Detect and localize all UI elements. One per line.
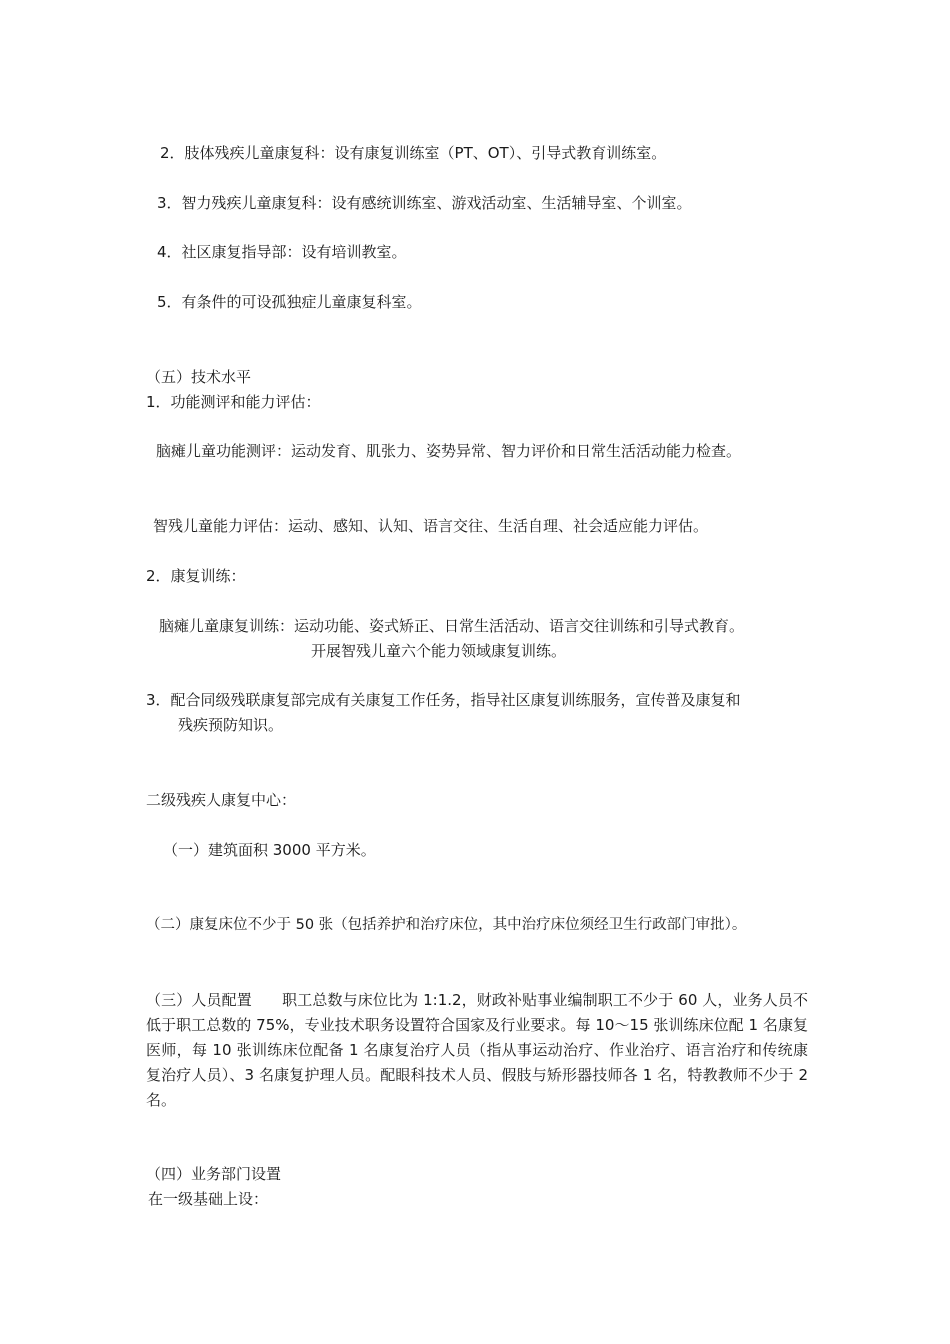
tech-item-3-line-1: 3．配合同级残联康复部完成有关康复工作任务，指导社区康复训练服务，宣传普及康复和 — [146, 691, 741, 709]
dept-item-4: 4．社区康复指导部：设有培训教室。 — [157, 243, 407, 261]
section-heading-departments: （四）业务部门设置 — [146, 1165, 282, 1183]
id-assessment-text: 智残儿童能力评估：运动、感知、认知、语言交往、生活自理、社会适应能力评估。 — [153, 517, 709, 535]
cp-training-text: 脑瘫儿童康复训练：运动功能、姿式矫正、日常生活活动、语言交往训练和引导式教育。 — [159, 617, 745, 635]
beds-text: （二）康复床位不少于 50 张（包括养护和治疗床位，其中治疗床位须经卫生行政部门审批）。 — [146, 917, 747, 933]
level-2-center-heading: 二级残疾人康复中心： — [146, 791, 297, 809]
tech-item-2-heading: 2．康复训练： — [146, 567, 246, 585]
id-training-text: 开展智残儿童六个能力领域康复训练。 — [311, 642, 567, 660]
tech-item-3-line-2: 残疾预防知识。 — [178, 716, 284, 734]
departments-intro: 在一级基础上设： — [148, 1190, 269, 1208]
dept-item-3: 3．智力残疾儿童康复科：设有感统训练室、游戏活动室、生活辅导室、个训室。 — [157, 194, 692, 212]
dept-item-2: 2．肢体残疾儿童康复科：设有康复训练室（PT、OT）、引导式教育训练室。 — [160, 144, 667, 162]
building-area-text: （一）建筑面积 3000 平方米。 — [163, 841, 376, 859]
tech-item-1-heading: 1．功能测评和能力评估： — [146, 393, 321, 411]
section-heading-tech-level: （五）技术水平 — [146, 368, 252, 386]
dept-item-5: 5．有条件的可设孤独症儿童康复科室。 — [157, 293, 422, 311]
staffing-paragraph: （三）人员配置 职工总数与床位比为 1:1.2，财政补贴事业编制职工不少于 60 人，业务人员不低于职工总数的 75%，专业技术职务设置符合国家及行业要求。每 10～15 张训练床位配 1 名康复医师，每 10 张训练床位配备 1 名康复治疗人员（指从事运动治疗、作业治疗、语言治疗和传统康复治疗人员）、3 名康复护理人员。配眼科技术人员、假肢与矫形器技师各 1 名，特教教师不少于 2 名。 — [146, 991, 808, 1109]
cp-assessment-text: 脑瘫儿童功能测评：运动发育、肌张力、姿势异常、智力评价和日常生活活动能力检查。 — [156, 442, 742, 460]
